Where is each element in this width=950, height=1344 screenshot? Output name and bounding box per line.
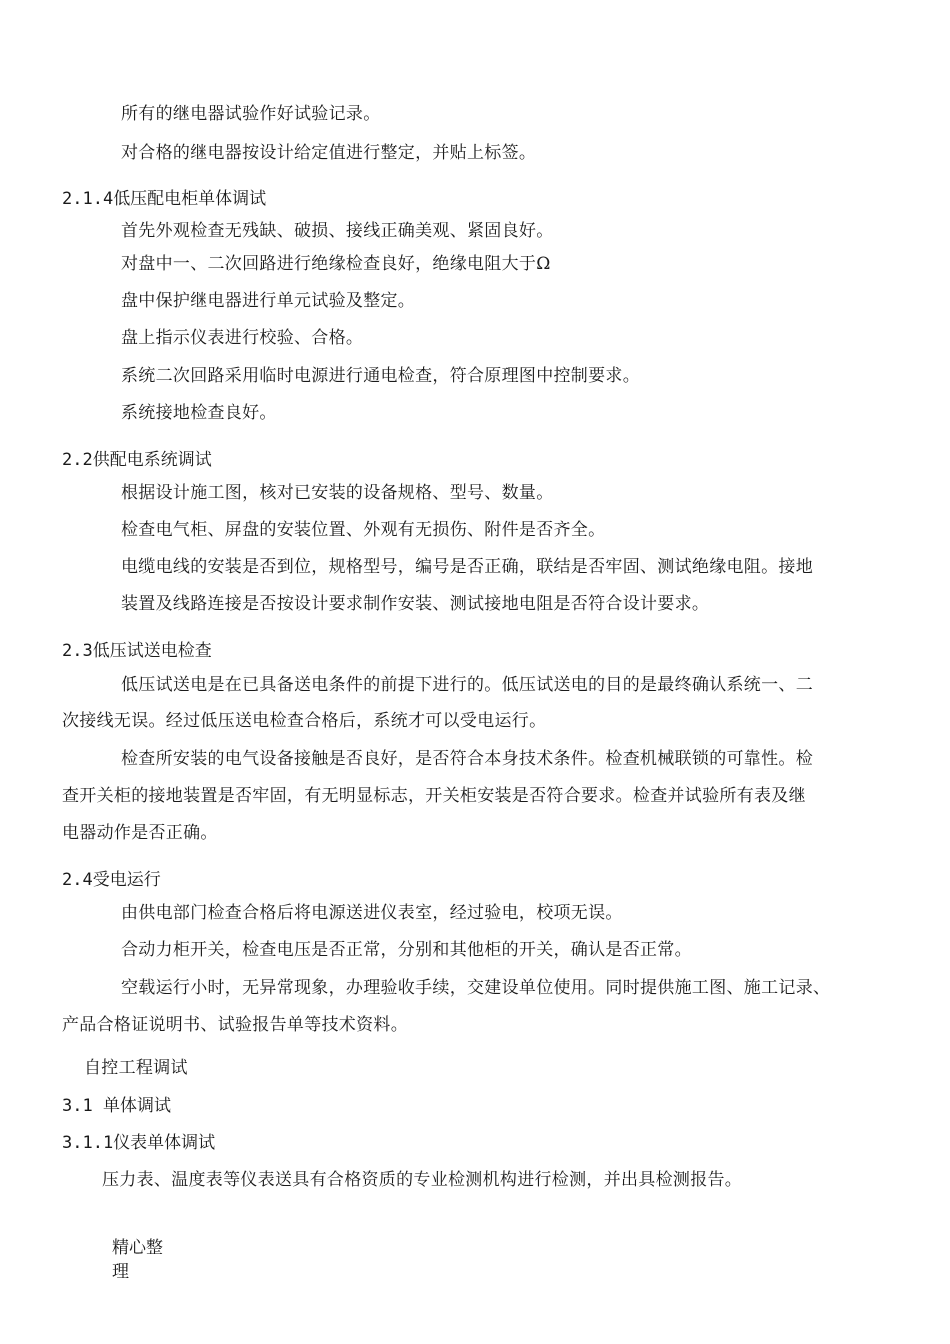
paragraph-line: 对合格的继电器按设计给定值进行整定，并贴上标签。 (121, 143, 537, 163)
section-heading-2-4 (62, 869, 161, 891)
paragraph-line: 电缆电线的安装是否到位，规格型号，编号是否正确，联结是否牢固、测试绝缘电阻。接地 (121, 557, 813, 577)
section-number: 3.1.1 (62, 1133, 114, 1153)
paragraph-line: 所有的继电器试验作好试验记录。 (121, 104, 381, 124)
section-title: 低压试送电检查 (92, 641, 212, 661)
section-title: 供配电系统调试 (92, 450, 212, 470)
paragraph-line: 检查电气柜、屏盘的安装位置、外观有无损伤、附件是否齐全。 (121, 520, 606, 540)
section-title: 低压配电柜单体调试 (113, 189, 267, 209)
paragraph-line: 产品合格证说明书、试验报告单等技术资料。 (62, 1015, 408, 1035)
paragraph-line: 对盘中一、二次回路进行绝缘检查良好，绝缘电阻大于Ω (121, 254, 551, 274)
paragraph-line: 首先外观检查无残缺、破损、接线正确美观、紧固良好。 (121, 221, 554, 241)
paragraph-line: 由供电部门检查合格后将电源送进仪表室，经过验电，校项无误。 (121, 903, 623, 923)
section-heading-3-1 (62, 1095, 171, 1117)
paragraph-line: 盘上指示仪表进行校验、合格。 (121, 328, 364, 348)
paragraph-line: 查开关柜的接地装置是否牢固，有无明显标志，开关柜安装是否符合要求。检查并试验所有表及继 (62, 786, 806, 806)
section-title: 单体调试 (102, 1096, 171, 1116)
section-heading-2-1-4 (62, 188, 266, 210)
section-heading-3-1-1 (62, 1132, 215, 1154)
paragraph-line: 次接线无误。经过低压送电检查合格后，系统才可以受电运行。 (62, 711, 547, 731)
paragraph-line: 电器动作是否正确。 (62, 823, 218, 843)
paragraph-line: 空载运行小时，无异常现象，办理验收手续，交建设单位使用。同时提供施工图、施工记录、 (121, 978, 831, 998)
section-title: 受电运行 (92, 870, 161, 890)
footer-text: 精心整理 (112, 1238, 163, 1282)
paragraph-line: 低压试送电是在已具备送电条件的前提下进行的。低压试送电的目的是最终确认系统一、二 (121, 675, 813, 695)
section-heading-2-3 (62, 640, 212, 662)
chapter-heading: 自控工程调试 (84, 1058, 188, 1078)
paragraph-line: 系统接地检查良好。 (121, 403, 277, 423)
section-number: 3.1 (62, 1096, 93, 1116)
section-number: 2.1.4 (62, 189, 114, 209)
paragraph-line: 系统二次回路采用临时电源进行通电检查，符合原理图中控制要求。 (121, 366, 640, 386)
section-title: 仪表单体调试 (113, 1133, 216, 1153)
section-number: 2.3 (62, 641, 93, 661)
paragraph-line: 合动力柜开关，检查电压是否正常，分别和其他柜的开关，确认是否正常。 (121, 940, 692, 960)
paragraph-line: 盘中保护继电器进行单元试验及整定。 (121, 291, 416, 311)
section-number: 2.2 (62, 450, 93, 470)
paragraph-line: 压力表、温度表等仪表送具有合格资质的专业检测机构进行检测，并出具检测报告。 (102, 1170, 743, 1190)
section-heading-2-2 (62, 449, 212, 471)
paragraph-line: 装置及线路连接是否按设计要求制作安装、测试接地电阻是否符合设计要求。 (121, 594, 710, 614)
paragraph-line: 检查所安装的电气设备接触是否良好，是否符合本身技术条件。检查机械联锁的可靠性。检 (121, 749, 813, 769)
section-number: 2.4 (62, 870, 93, 890)
paragraph-line: 根据设计施工图，核对已安装的设备规格、型号、数量。 (121, 483, 554, 503)
